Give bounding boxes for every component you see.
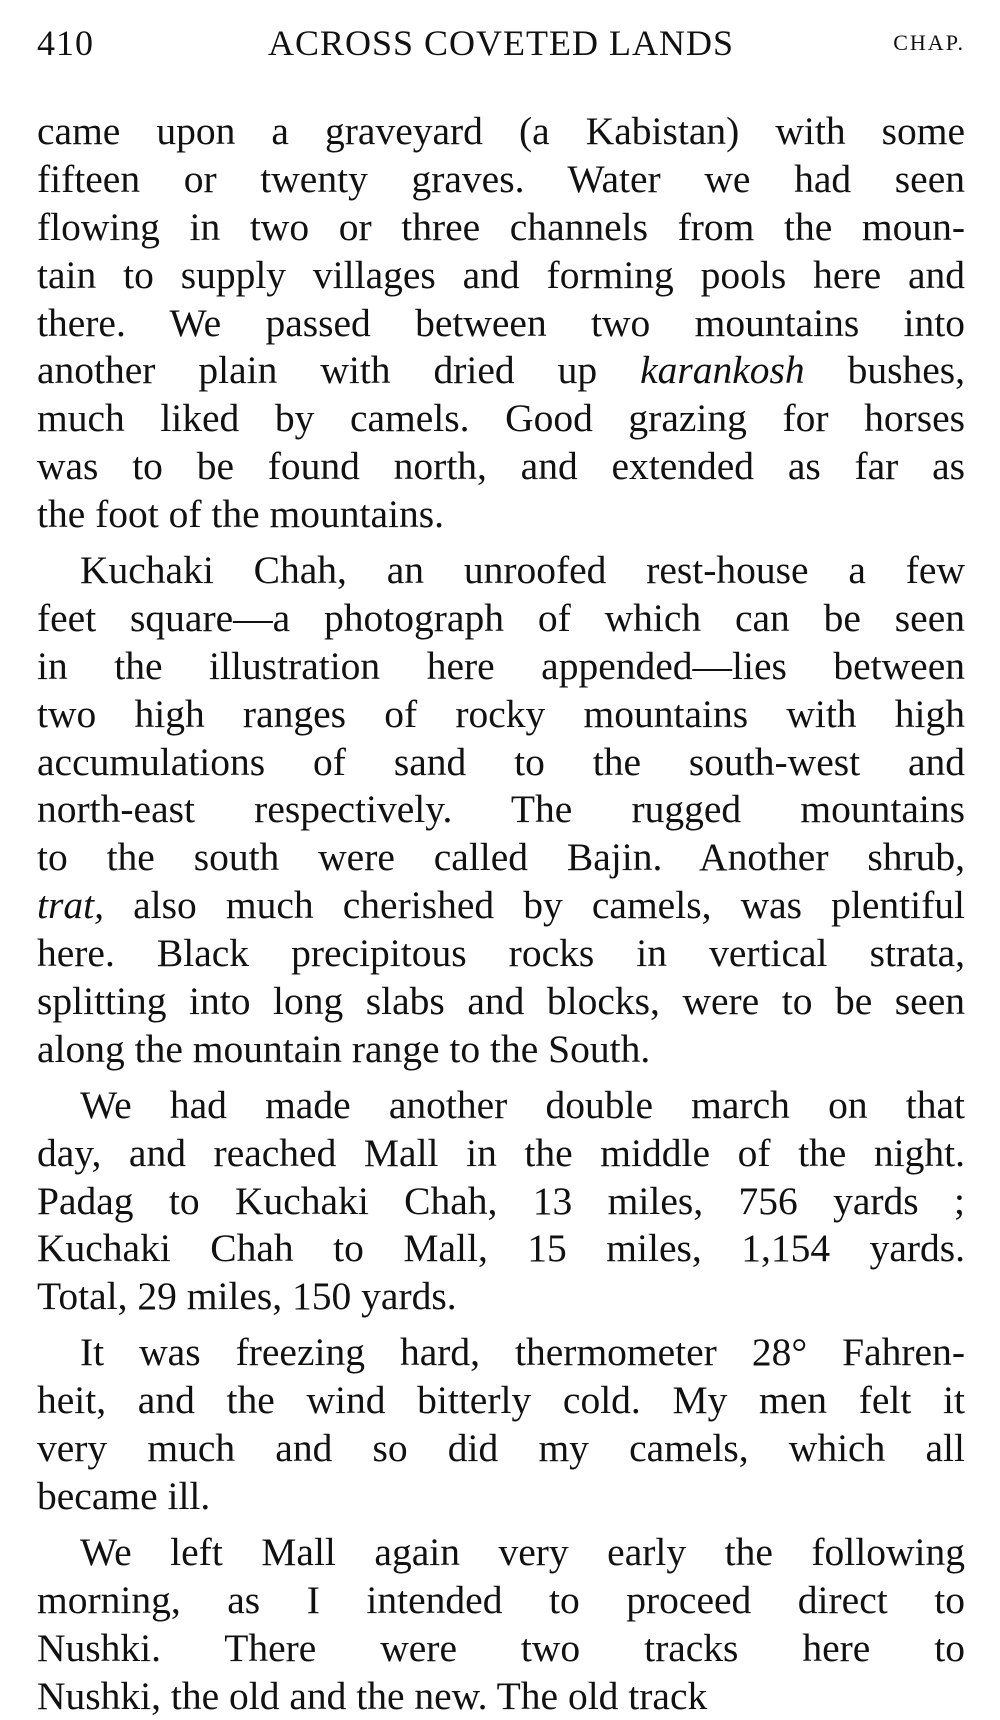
- text-line: heit, and the wind bitterly cold. My men felt it: [37, 1377, 965, 1425]
- text-line: Kuchaki Chah to Mall, 15 miles, 1,154 yards.: [37, 1225, 965, 1273]
- text-run: another plain with dried up: [37, 348, 640, 392]
- text-line: splitting into long slabs and blocks, were to be seen: [37, 978, 965, 1026]
- text-line: Kuchaki Chah, an unroofed rest-house a few: [37, 547, 965, 595]
- page-number: 410: [37, 18, 94, 68]
- text-line: feet square—a photograph of which can be seen: [37, 595, 965, 643]
- text-line: here. Black precipitous rocks in vertical strata,: [37, 930, 965, 978]
- text-line: Total, 29 miles, 150 yards.: [37, 1273, 965, 1321]
- text-line: It was freezing hard, thermometer 28° Fahren-: [37, 1329, 965, 1377]
- text-line: along the mountain range to the South.: [37, 1026, 965, 1074]
- paragraph: [37, 547, 965, 1074]
- text-line: We left Mall again very early the following: [37, 1529, 965, 1577]
- text-line: was to be found north, and extended as far as: [37, 443, 965, 491]
- text-line: two high ranges of rocky mountains with high: [37, 691, 965, 739]
- paragraph: [37, 1329, 965, 1521]
- text-line: very much and so did my camels, which all: [37, 1425, 965, 1473]
- text-line: [37, 882, 965, 930]
- text-line: day, and reached Mall in the middle of the night.: [37, 1130, 965, 1178]
- text-line: [37, 347, 965, 395]
- paragraph: [37, 108, 965, 539]
- running-title: ACROSS COVETED LANDS: [37, 18, 965, 68]
- body-text: [37, 108, 965, 1720]
- text-line: came upon a graveyard (a Kabistan) with some: [37, 108, 965, 156]
- page-header: [37, 18, 965, 68]
- text-line: in the illustration here appended—lies between: [37, 643, 965, 691]
- text-run: also much cherished by camels, was plentiful: [104, 883, 965, 927]
- paragraph-gap: [37, 1074, 965, 1082]
- paragraph-gap: [37, 1321, 965, 1329]
- text-line: We had made another double march on that: [37, 1082, 965, 1130]
- text-line: fifteen or twenty graves. Water we had seen: [37, 156, 965, 204]
- text-line: tain to supply villages and forming pools here and: [37, 252, 965, 300]
- text-line: the foot of the mountains.: [37, 491, 965, 539]
- text-line: much liked by camels. Good grazing for horses: [37, 395, 965, 443]
- text-run: bushes,: [805, 348, 965, 392]
- text-line: flowing in two or three channels from the moun-: [37, 204, 965, 252]
- italic-term: karankosh: [640, 348, 805, 392]
- paragraph: [37, 1082, 965, 1321]
- paragraph-gap: [37, 1521, 965, 1529]
- text-line: accumulations of sand to the south-west and: [37, 739, 965, 787]
- chapter-mark: CHAP.: [893, 18, 965, 68]
- text-line: there. We passed between two mountains into: [37, 300, 965, 348]
- paragraph-gap: [37, 539, 965, 547]
- text-line: became ill.: [37, 1473, 965, 1521]
- text-line: morning, as I intended to proceed direct to: [37, 1577, 965, 1625]
- text-line: Padag to Kuchaki Chah, 13 miles, 756 yards ;: [37, 1178, 965, 1226]
- italic-term: trat,: [37, 883, 104, 927]
- text-line: Nushki. There were two tracks here to: [37, 1625, 965, 1673]
- paragraph: [37, 1529, 965, 1720]
- text-line: north-east respectively. The rugged mountains: [37, 786, 965, 834]
- text-line: Nushki, the old and the new. The old track: [37, 1673, 965, 1720]
- text-line: to the south were called Bajin. Another shrub,: [37, 834, 965, 882]
